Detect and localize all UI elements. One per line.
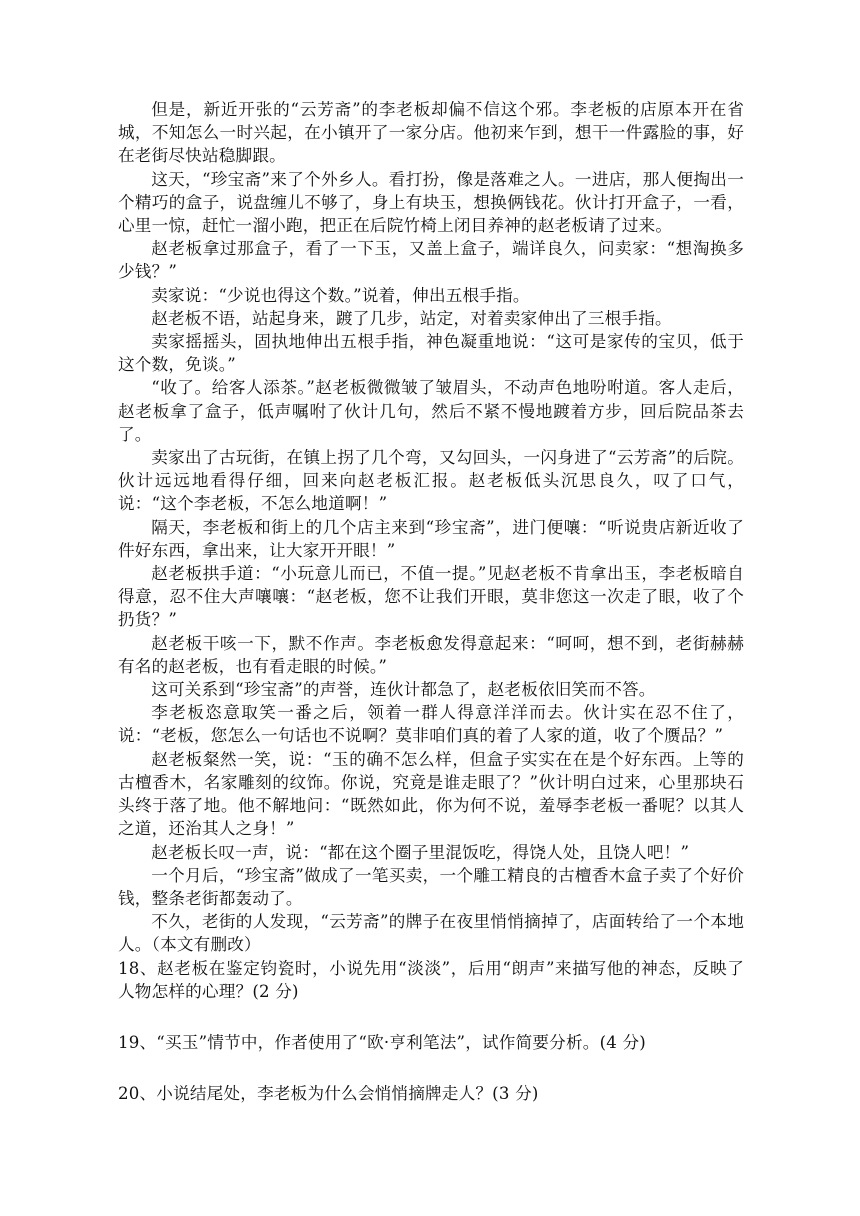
question-19: 19、“买玉”情节中，作者使用了“欧·亨利笔法”，试作简要分析。(4 分) <box>118 1032 646 1052</box>
story-paragraph: 卖家摇摇头，固执地伸出五根手指，神色凝重地说：“这可是家传的宝贝，低于这个数，免谈。” <box>118 332 744 375</box>
story-paragraph: 隔天，李老板和街上的几个店主来到“珍宝斋”，进门便嚷：“听说贵店新近收了件好东西，拿出来，让大家开开眼！” <box>118 517 744 560</box>
story-paragraph: 但是，新近开张的“云芳斋”的李老板却偏不信这个邪。李老板的店原本开在省城，不知怎么一时兴起，在小镇开了一家分店。他初来乍到，想干一件露脸的事，好在老街尽快站稳脚跟。 <box>118 100 744 166</box>
story-paragraph: 赵老板拱手道：“小玩意儿而已，不值一提。”见赵老板不肯拿出玉，李老板暗自得意，忍不住大声嚷嚷：“赵老板，您不让我们开眼，莫非您这一次走了眼，收了个扔货？” <box>118 564 744 630</box>
story-paragraph: 这可关系到“珍宝斋”的声誉，连伙计都急了，赵老板依旧笑而不答。 <box>151 680 656 700</box>
question-18: 18、赵老板在鉴定钧瓷时，小说先用“淡淡”，后用“朗声”来描写他的神态，反映了人物怎样的心理？(2 分) <box>118 958 744 1001</box>
story-paragraph: 李老板恣意取笑一番之后，领着一群人得意洋洋而去。伙计实在忍不住了，说：“老板，您怎么一句话也不说啊？莫非咱们真的着了人家的道，收了个赝品？” <box>118 703 744 746</box>
story-paragraph: 卖家说：“少说也得这个数。”说着，伸出五根手指。 <box>151 285 530 305</box>
story-paragraph: 卖家出了古玩街，在镇上拐了几个弯，又勾回头，一闪身进了“云芳斋”的后院。伙计远远地看得仔细，回来向赵老板汇报。赵老板低头沉思良久，叹了口气，说：“这个李老板，不怎么地道啊！” <box>118 448 744 514</box>
story-paragraph: 赵老板拿过那盒子，看了一下玉，又盖上盒子，端详良久，问卖家：“想淘换多少钱？” <box>118 239 744 282</box>
question-20: 20、小说结尾处，李老板为什么会悄悄摘牌走人？(3 分) <box>118 1084 539 1104</box>
story-paragraph: 一个月后，“珍宝斋”做成了一笔买卖，一个雕工精良的古檀香木盒子卖了个好价钱，整条老街都轰动了。 <box>118 865 744 908</box>
question-list <box>118 957 744 1106</box>
story-paragraph: “收了。给客人添茶。”赵老板微微皱了皱眉头，不动声色地吩咐道。客人走后，赵老板拿了盒子，低声嘱咐了伙计几句，然后不紧不慢地踱着方步，回后院品茶去了。 <box>118 378 744 444</box>
story-paragraph: 赵老板长叹一声，说：“都在这个圈子里混饭吃，得饶人处，且饶人吧！” <box>151 842 690 862</box>
story-paragraph: 赵老板干咳一下，默不作声。李老板愈发得意起来：“呵呵，想不到，老街赫赫有名的赵老板，也有看走眼的时候。” <box>118 633 744 676</box>
story-body <box>118 98 744 957</box>
story-paragraph: 赵老板不语，站起身来，踱了几步，站定，对着卖家伸出了三根手指。 <box>151 308 672 328</box>
story-paragraph: 赵老板粲然一笑，说：“玉的确不怎么样，但盒子实实在在是个好东西。上等的古檀香木，名家雕刻的纹饰。你说，究竟是谁走眼了？”伙计明白过来，心里那块石头终于落了地。他不解地问：“既然如此，你为何不说，羞辱李老板一番呢？以其人之道，还治其人之身！” <box>118 749 744 839</box>
story-paragraph: 不久，老街的人发现，“云芳斋”的牌子在夜里悄悄摘掉了，店面转给了一个本地人。（本文有删改） <box>118 912 744 955</box>
story-paragraph: 这天，“珍宝斋”来了个外乡人。看打扮，像是落难之人。一进店，那人便掏出一个精巧的盒子，说盘缠儿不够了，身上有块玉，想换俩钱花。伙计打开盒子，一看，心里一惊，赶忙一溜小跑，把正在后院竹椅上闭目养神的赵老板请了过来。 <box>118 169 744 236</box>
